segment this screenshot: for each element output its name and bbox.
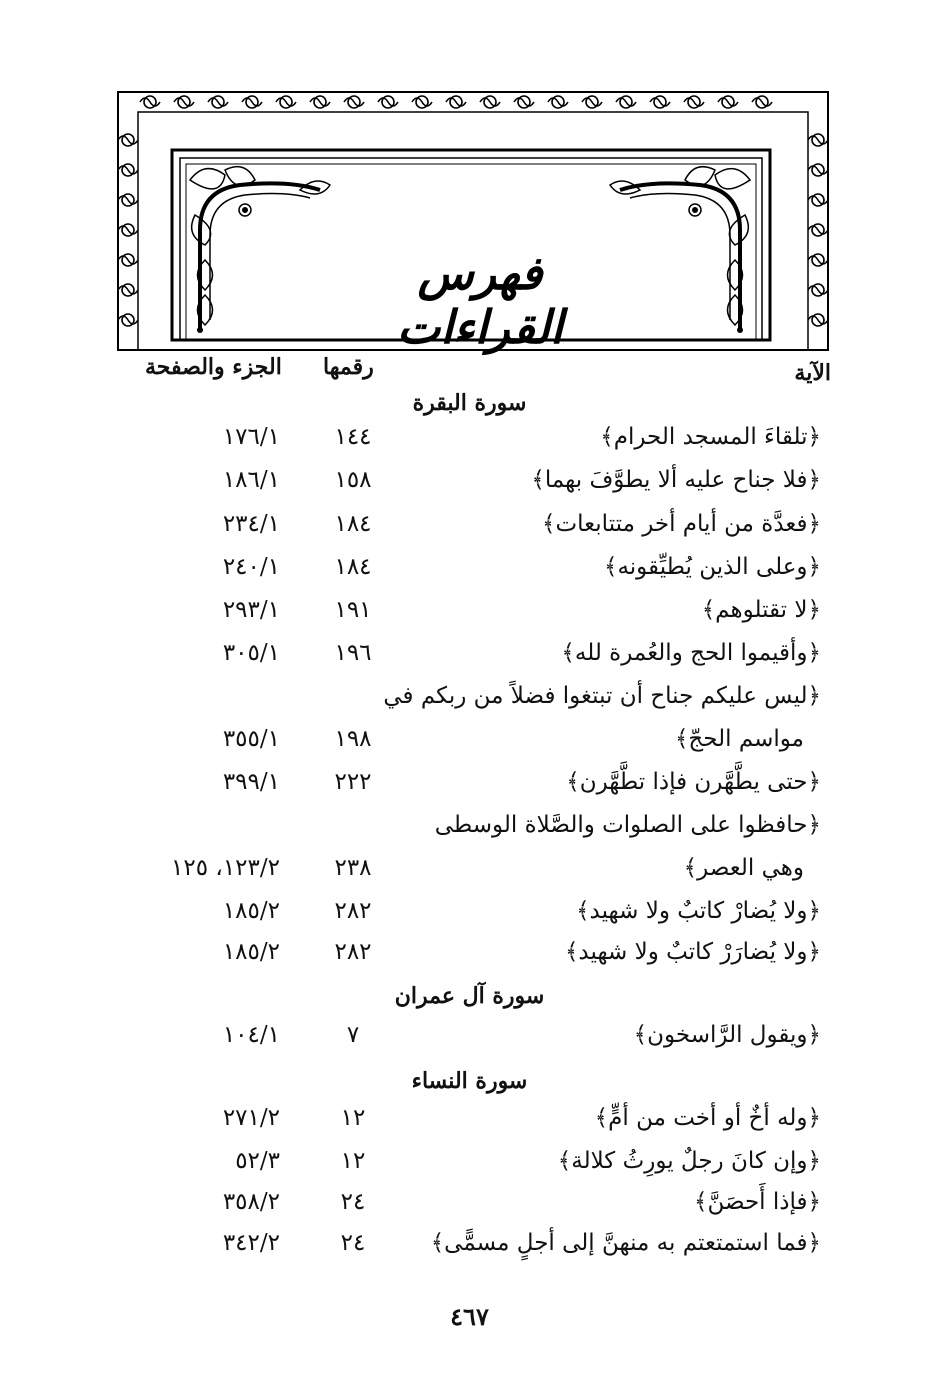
ayah-number: ١٩١ <box>334 597 372 623</box>
ayah-number: ١٨٤ <box>334 511 372 537</box>
ayah-text: ﴿فلا جناح عليه ألا يطوَّفَ بهما﴾ <box>531 467 821 493</box>
surah-heading: سورة آل عمران <box>394 983 545 1009</box>
volume-page: ٣٩٩/١ <box>222 769 280 795</box>
ayah-number: ١٢ <box>340 1105 366 1131</box>
header-number: رقمها <box>323 354 374 380</box>
index-row <box>0 898 939 938</box>
index-row <box>0 683 939 723</box>
ayah-text: وهي العصر﴾ <box>683 855 804 881</box>
index-row <box>0 511 939 551</box>
surah-heading: سورة البقرة <box>412 390 527 416</box>
ayah-number: ١٩٨ <box>334 726 372 752</box>
ayah-text: ﴿وأقيموا الحج والعُمرة لله﴾ <box>561 640 821 666</box>
index-row <box>0 1189 939 1229</box>
ayah-number: ٢٤ <box>340 1230 366 1256</box>
ayah-number: ٢٨٢ <box>334 898 372 924</box>
volume-page: ٣٠٥/١ <box>222 640 280 666</box>
index-row <box>0 812 939 852</box>
ayah-text: ﴿فإذا أَحصَنَّ﴾ <box>694 1189 821 1215</box>
volume-page: ٣٥٥/١ <box>222 726 280 752</box>
volume-page: ٥٢/٣ <box>235 1148 280 1174</box>
ayah-number: ٧ <box>346 1022 360 1048</box>
volume-page: ٢٩٣/١ <box>222 597 280 623</box>
ayah-text: ﴿تلقاءَ المسجد الحرام﴾ <box>600 424 821 450</box>
ayah-text: ﴿وعلى الذين يُطيِّقونه﴾ <box>603 554 821 580</box>
ayah-number: ٢٤ <box>340 1189 366 1215</box>
index-row <box>0 1230 939 1270</box>
header-ref: الجزء والصفحة <box>145 354 282 380</box>
index-row <box>0 424 939 464</box>
index-row <box>0 597 939 637</box>
volume-page: ٢٧١/٢ <box>222 1105 280 1131</box>
index-row <box>0 554 939 594</box>
ayah-number: ١٢ <box>340 1148 366 1174</box>
ayah-text: ﴿وله أخٌ أو أخت من أمٍّ﴾ <box>594 1105 821 1131</box>
ayah-text: ﴿وإن كانَ رجلٌ يورِثُ كلالة﴾ <box>557 1148 821 1174</box>
ayah-number: ٢٣٨ <box>334 855 372 881</box>
index-row <box>0 1105 939 1145</box>
volume-page: ١٨٦/١ <box>222 467 280 493</box>
index-row <box>0 640 939 680</box>
volume-page: ١٨٥/٢ <box>222 898 280 924</box>
ayah-number: ٢٨٢ <box>334 939 372 965</box>
ayah-text: ﴿فعدَّة من أيام أخر متتابعات﴾ <box>542 511 821 537</box>
ayah-text: ﴿لا تقتلوهم﴾ <box>701 597 821 623</box>
index-row <box>0 1022 939 1062</box>
index-row <box>0 855 939 895</box>
volume-page: ٢٤٠/١ <box>222 554 280 580</box>
ayah-number: ١٥٨ <box>334 467 372 493</box>
volume-page: ٢٣٤/١ <box>222 511 280 537</box>
ayah-text: ﴿حافظوا على الصلوات والصَّلاة الوسطى <box>434 812 821 838</box>
ayah-text: مواسم الحجّ﴾ <box>674 726 804 752</box>
ayah-text: ﴿ويقول الرَّاسخون﴾ <box>633 1022 821 1048</box>
page-title: فهرس القراءات <box>397 246 563 354</box>
ayah-text: ﴿ولا يُضارَرْ كاتبٌ ولا شهيد﴾ <box>564 939 821 965</box>
ayah-text: ﴿ليس عليكم جناح أن تبتغوا فضلاً من ربكم في <box>383 683 821 709</box>
ayah-number: ٢٢٢ <box>334 769 372 795</box>
ayah-text: ﴿فما استمتعتم به منهنَّ إلى أجلٍ مسمًّى﴾ <box>430 1230 821 1256</box>
index-row <box>0 939 939 979</box>
index-row <box>0 1148 939 1188</box>
ayah-text: ﴿ولا يُضارْ كاتبٌ ولا شهيد﴾ <box>576 898 821 924</box>
volume-page: ١٢٣/٢، ١٢٥ <box>171 855 280 881</box>
volume-page: ١٨٥/٢ <box>222 939 280 965</box>
header-ayah: الآية <box>794 360 831 386</box>
ayah-text: ﴿حتى يطَّهَّرن فإذا تطَّهَّرن﴾ <box>566 769 821 795</box>
page-number: ٤٦٧ <box>450 1302 489 1331</box>
index-row <box>0 467 939 507</box>
ayah-number: ١٨٤ <box>334 554 372 580</box>
volume-page: ١٧٦/١ <box>222 424 280 450</box>
ayah-number: ١٤٤ <box>334 424 372 450</box>
surah-heading: سورة النساء <box>411 1068 528 1094</box>
volume-page: ١٠٤/١ <box>222 1022 280 1048</box>
volume-page: ٣٥٨/٢ <box>222 1189 280 1215</box>
ayah-number: ١٩٦ <box>334 640 372 666</box>
index-row <box>0 726 939 766</box>
index-row <box>0 769 939 809</box>
volume-page: ٣٤٢/٢ <box>222 1230 280 1256</box>
